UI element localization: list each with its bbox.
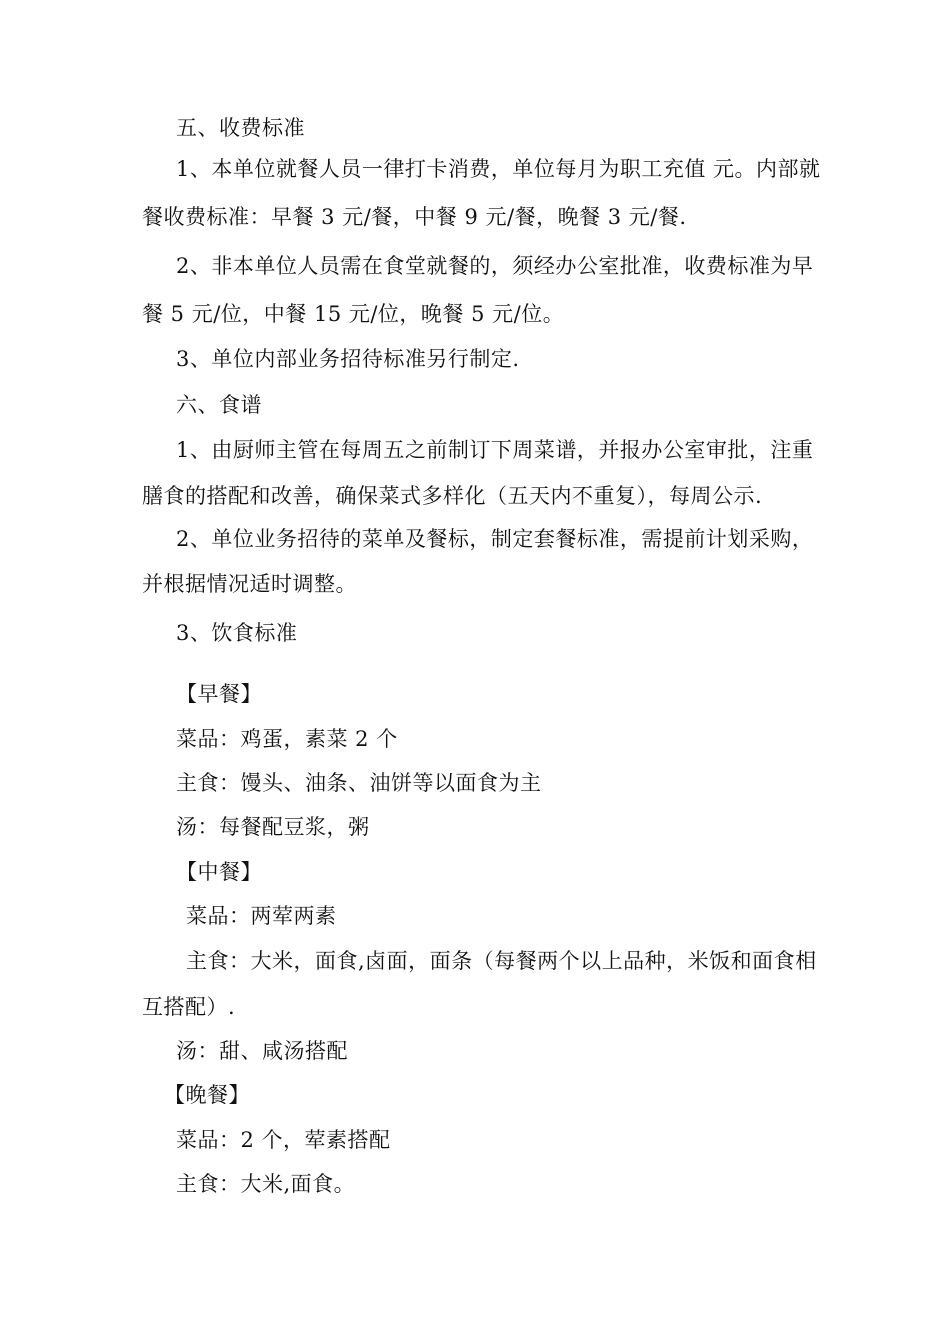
breakfast-dishes: 菜品：鸡蛋，素菜 2 个: [176, 727, 398, 751]
fee-item-2-line-1: 2、非本单位人员需在食堂就餐的，须经办公室批准，收费标准为早: [176, 254, 814, 278]
fee-item-1-line-1: 1、本单位就餐人员一律打卡消费，单位每月为职工充值 元。内部就: [176, 157, 821, 181]
breakfast-title: 【早餐】: [176, 682, 262, 706]
menu-item-2-line-2: 并根据情况适时调整。: [142, 572, 357, 596]
menu-item-1-line-2: 膳食的搭配和改善，确保菜式多样化（五天内不重复），每周公示.: [142, 484, 763, 508]
section-heading-menu: 六、食谱: [176, 393, 262, 417]
breakfast-soup: 汤：每餐配豆浆，粥: [176, 815, 370, 839]
fee-item-2-line-2: 餐 5 元/位，中餐 15 元/位，晚餐 5 元/位。: [142, 302, 565, 326]
dinner-staple: 主食：大米,面食。: [176, 1172, 356, 1196]
dinner-title: 【晚餐】: [164, 1083, 250, 1107]
lunch-staple-line-2: 互搭配）.: [142, 995, 236, 1019]
menu-item-1-line-1: 1、由厨师主管在每周五之前制订下周菜谱，并报办公室审批，注重: [176, 438, 814, 462]
breakfast-staple: 主食：馒头、油条、油饼等以面食为主: [176, 771, 542, 795]
lunch-staple-line-1: 主食：大米，面食,卤面，面条（每餐两个以上品种，米饭和面食相: [186, 949, 817, 973]
lunch-dishes: 菜品：两荤两素: [186, 904, 337, 928]
menu-item-3: 3、饮食标准: [176, 621, 298, 645]
dinner-dishes: 菜品：2 个，荤素搭配: [176, 1128, 391, 1152]
lunch-title: 【中餐】: [176, 860, 262, 884]
fee-item-3: 3、单位内部业务招待标准另行制定.: [176, 347, 520, 371]
lunch-soup: 汤：甜、咸汤搭配: [176, 1039, 348, 1063]
section-heading-fee-standard: 五、收费标准: [176, 116, 305, 140]
fee-item-1-line-2: 餐收费标准：早餐 3 元/餐，中餐 9 元/餐，晚餐 3 元/餐.: [142, 205, 687, 229]
menu-item-2-line-1: 2、单位业务招待的菜单及餐标，制定套餐标准，需提前计划采购，: [176, 527, 814, 551]
